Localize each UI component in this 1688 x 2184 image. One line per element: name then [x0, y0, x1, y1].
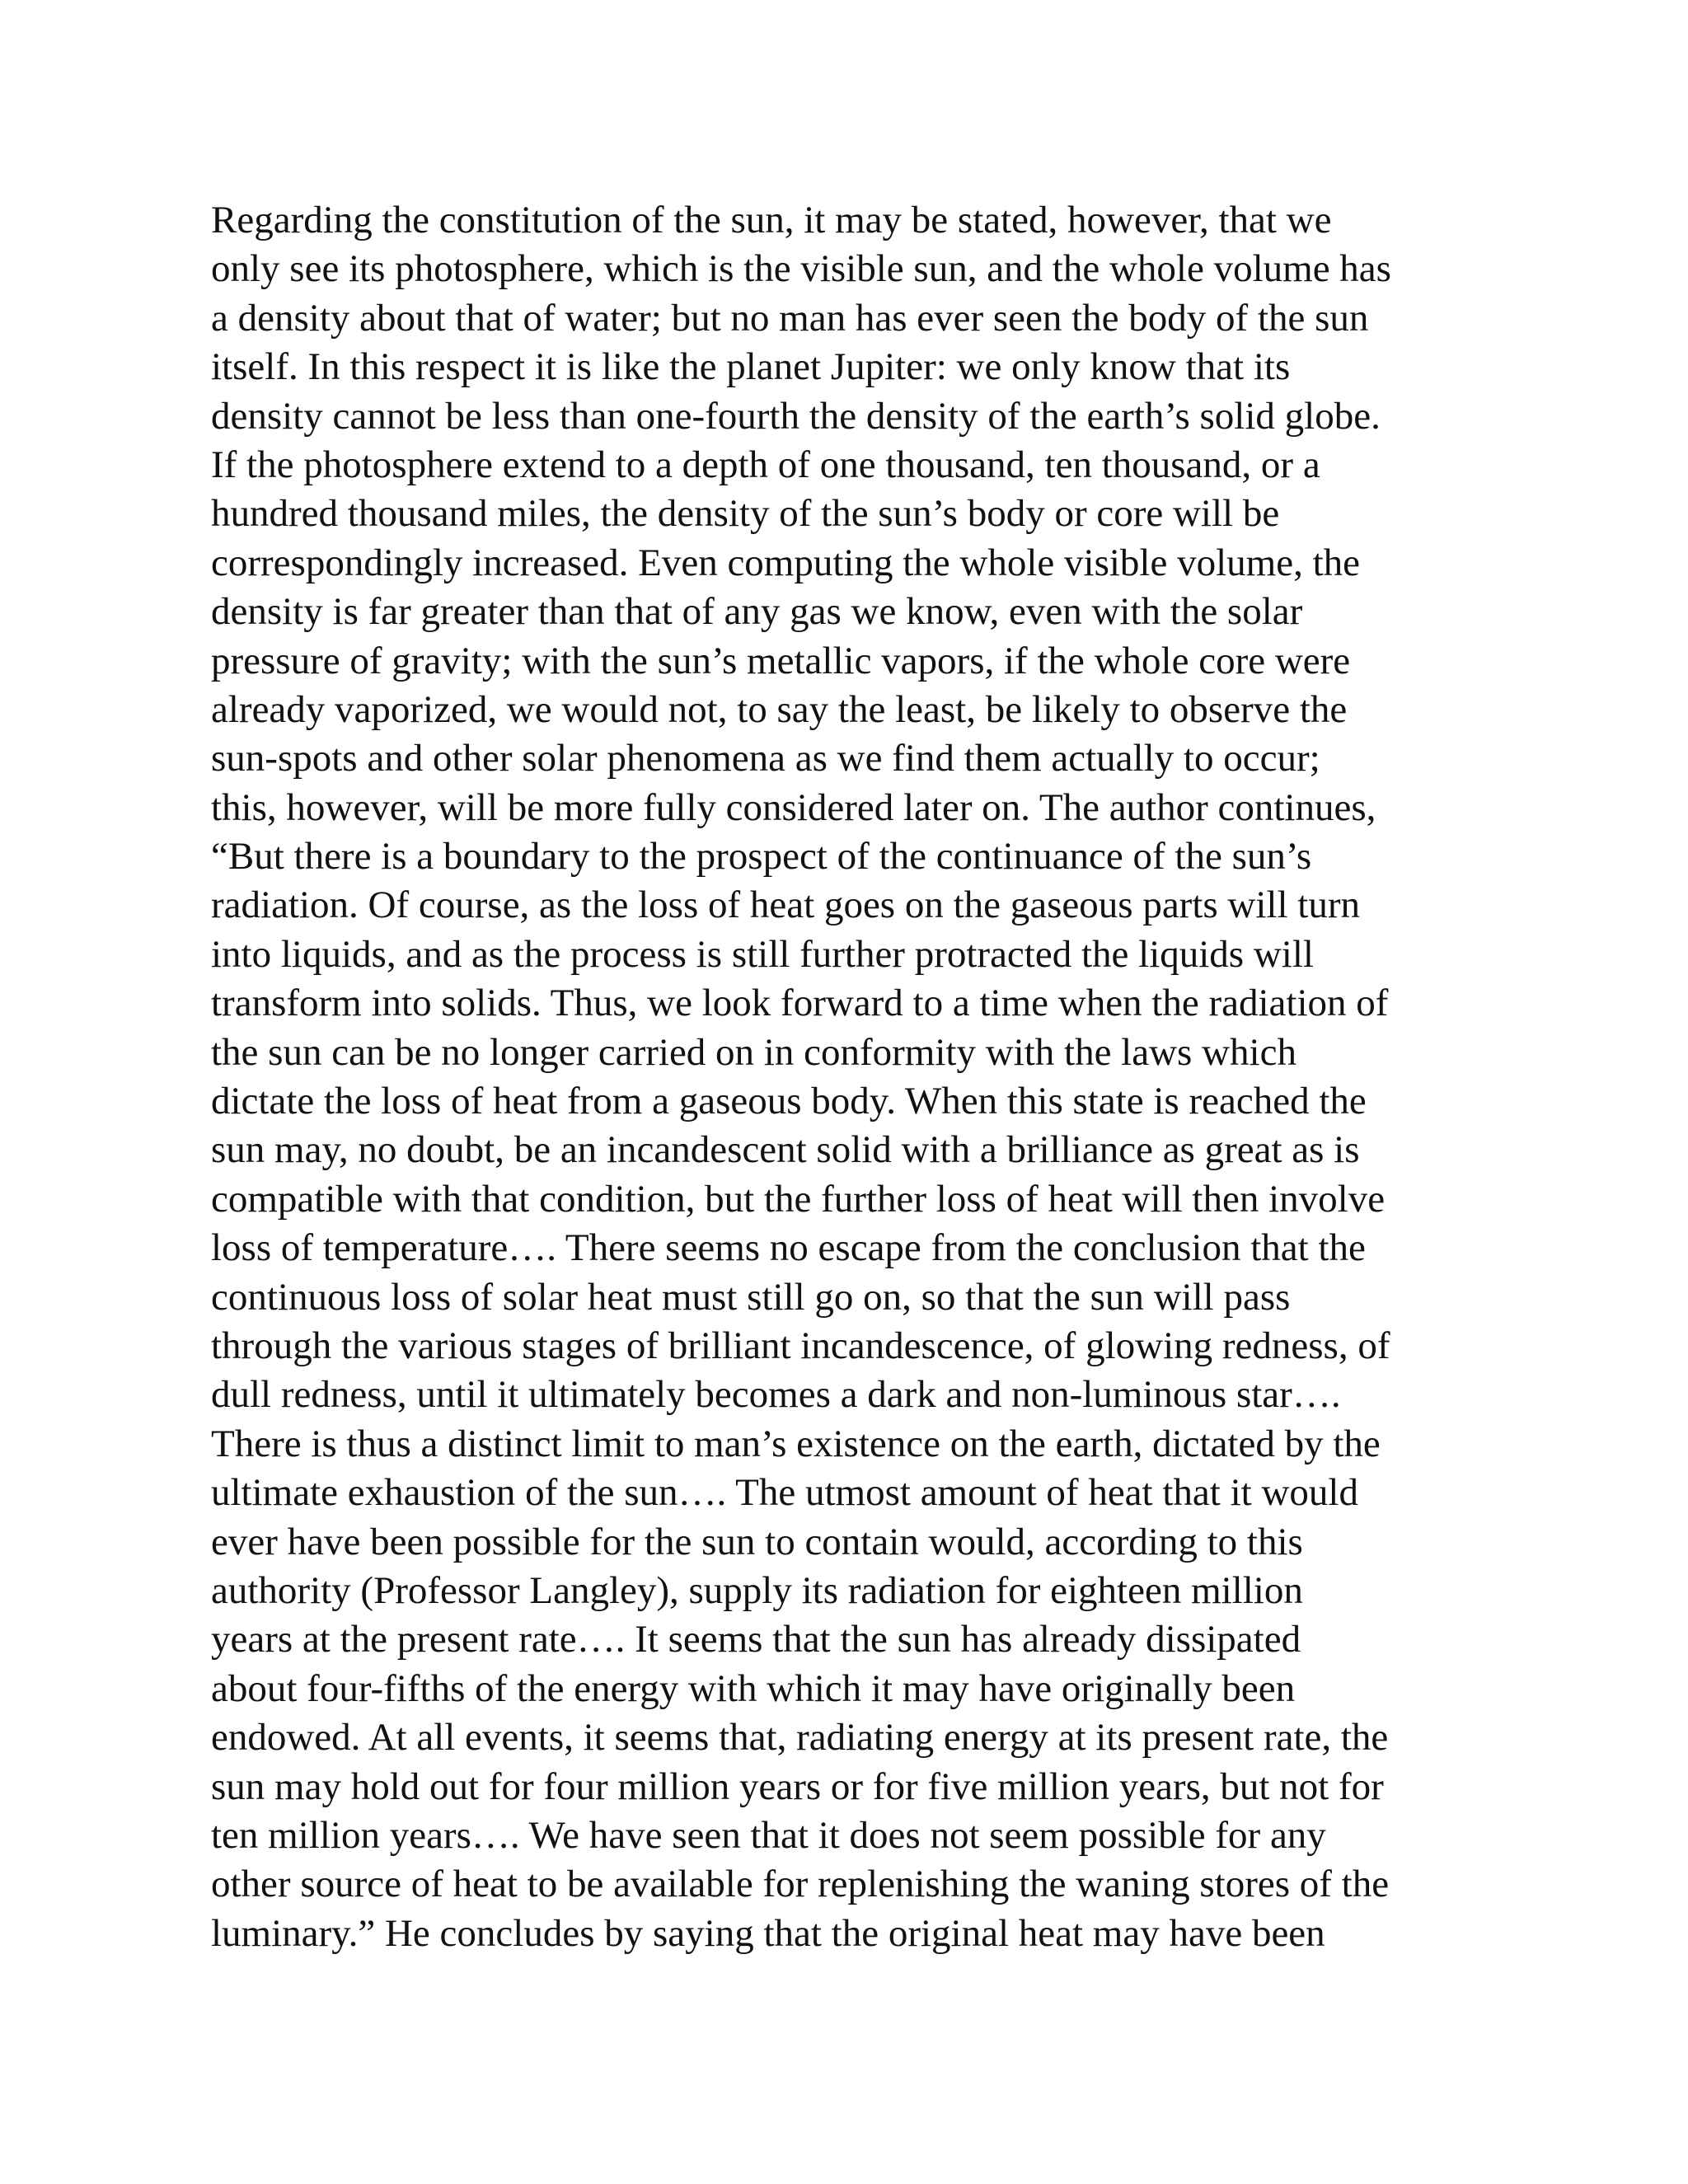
- text-line: ultimate exhaustion of the sun…. The utmost amount of heat that it would: [211, 1471, 1358, 1515]
- text-line: sun-spots and other solar phenomena as we find them actually to occur;: [211, 737, 1320, 780]
- text-line: “But there is a boundary to the prospect of the continuance of the sun’s: [211, 835, 1312, 879]
- text-line: If the photosphere extend to a depth of one thousand, ten thousand, or a: [211, 443, 1320, 486]
- text-line: continuous loss of solar heat must still go on, so that the sun will pass: [211, 1275, 1291, 1319]
- text-line: this, however, will be more fully considered later on. The author continues,: [211, 785, 1376, 829]
- text-line: There is thus a distinct limit to man’s existence on the earth, dictated by the: [211, 1422, 1381, 1465]
- text-line: dictate the loss of heat from a gaseous body. When this state is reached the: [211, 1080, 1367, 1123]
- text-line: dull redness, until it ultimately becomes a dark and non-luminous star….: [211, 1373, 1341, 1417]
- text-line: luminary.” He concludes by saying that the original heat may have been: [211, 1911, 1325, 1955]
- text-line: only see its photosphere, which is the visible sun, and the whole volume has: [211, 247, 1391, 291]
- text-line: ever have been possible for the sun to contain would, according to this: [211, 1520, 1303, 1563]
- text-line: sun may hold out for four million years or for five million years, but not for: [211, 1765, 1384, 1808]
- text-line: compatible with that condition, but the further loss of heat will then involve: [211, 1177, 1386, 1221]
- text-line: loss of temperature…. There seems no escape from the conclusion that the: [211, 1226, 1366, 1270]
- text-line: itself. In this respect it is like the planet Jupiter: we only know that its: [211, 345, 1291, 389]
- text-line: through the various stages of brilliant incandescence, of glowing redness, of: [211, 1324, 1390, 1367]
- text-line: Regarding the constitution of the sun, it may be stated, however, that we: [211, 199, 1332, 241]
- text-line: a density about that of water; but no man has ever seen the body of the sun: [211, 296, 1369, 340]
- text-line: sun may, no doubt, be an incandescent solid with a brilliance as great as is: [211, 1128, 1360, 1172]
- text-line: into liquids, and as the process is still further protracted the liquids will: [211, 932, 1314, 976]
- text-line: ten million years…. We have seen that it does not seem possible for any: [211, 1813, 1326, 1857]
- body-paragraph: [211, 196, 1497, 1958]
- text-line: density cannot be less than one-fourth the density of the earth’s solid globe.: [211, 394, 1381, 438]
- text-line: years at the present rate…. It seems that the sun has already dissipated: [211, 1618, 1301, 1661]
- text-line: already vaporized, we would not, to say the least, be likely to observe the: [211, 687, 1348, 731]
- text-line: transform into solids. Thus, we look forward to a time when the radiation of: [211, 982, 1389, 1025]
- text-line: other source of heat to be available for replenishing the waning stores of the: [211, 1863, 1390, 1906]
- text-line: pressure of gravity; with the sun’s metallic vapors, if the whole core were: [211, 639, 1351, 682]
- text-line: the sun can be no longer carried on in conformity with the laws which: [211, 1030, 1296, 1074]
- text-line: density is far greater than that of any gas we know, even with the solar: [211, 590, 1303, 634]
- text-line: hundred thousand miles, the density of the sun’s body or core will be: [211, 492, 1280, 536]
- text-line: authority (Professor Langley), supply its radiation for eighteen million: [211, 1568, 1303, 1612]
- text-line: radiation. Of course, as the loss of heat goes on the gaseous parts will turn: [211, 883, 1361, 927]
- text-line: endowed. At all events, it seems that, radiating energy at its present rate, the: [211, 1716, 1389, 1760]
- text-line: about four-fifths of the energy with which it may have originally been: [211, 1666, 1296, 1710]
- text-line: correspondingly increased. Even computing the whole visible volume, the: [211, 541, 1360, 584]
